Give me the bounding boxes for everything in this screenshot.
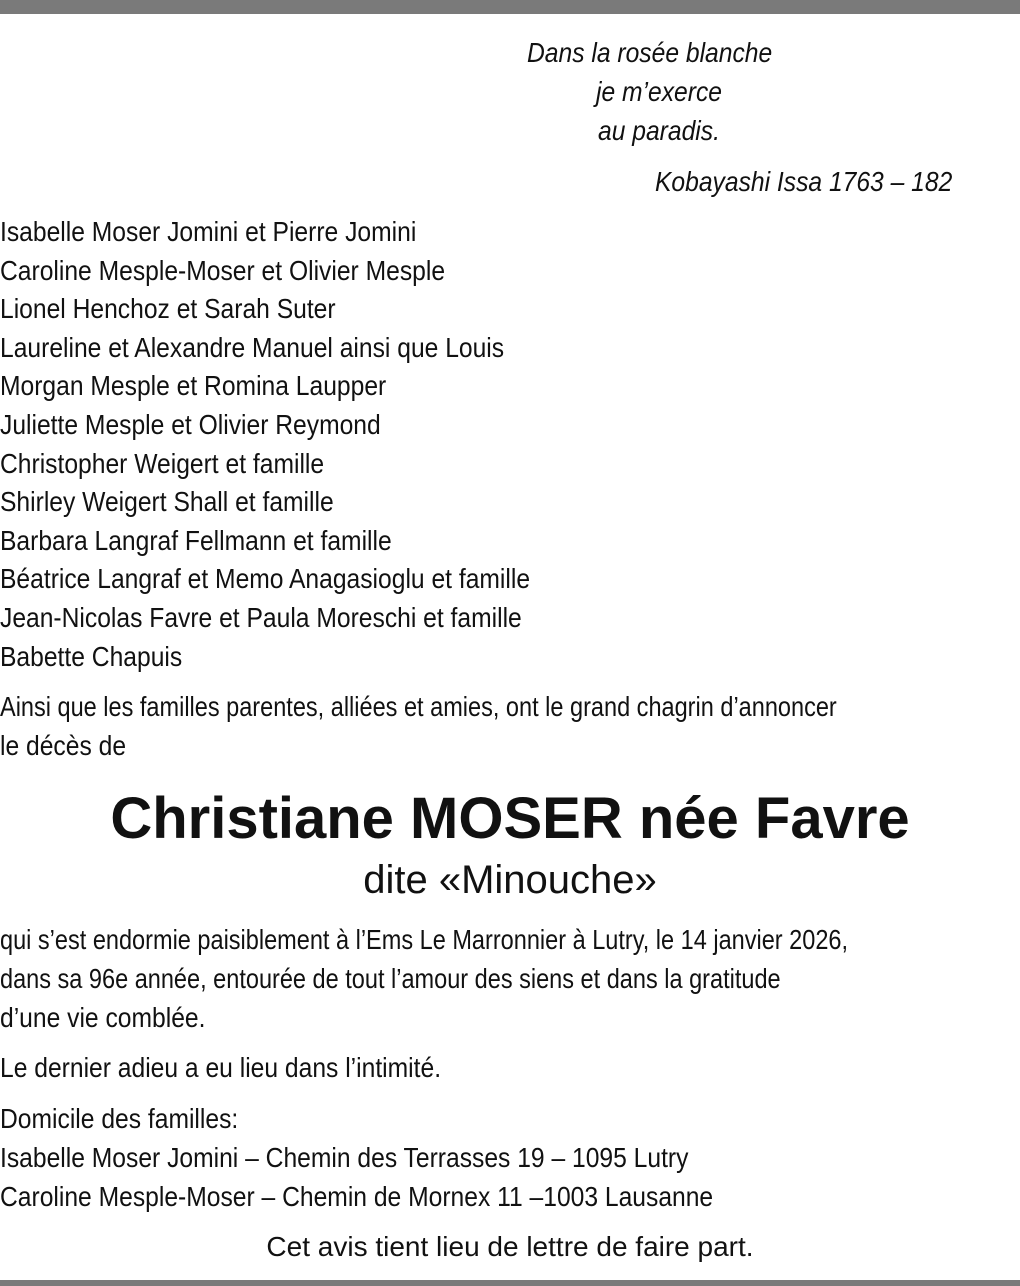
deceased-nickname: dite «Minouche» xyxy=(363,858,657,902)
deceased-name: Christiane MOSER née Favre xyxy=(110,786,910,851)
list-item: Caroline Mesple-Moser et Olivier Mesple xyxy=(0,255,446,286)
announcement-line: Ainsi que les familles parentes, alliées et amies, ont le grand chagrin d’annoncer xyxy=(0,691,837,722)
domicile-address: Caroline Mesple-Moser – Chemin de Mornex 11 –1003 Lausanne xyxy=(0,1181,714,1212)
details-line: qui s’est endormie paisiblement à l’Ems Le Marronnier à Lutry, le 14 janvier 2026, xyxy=(0,924,849,955)
domicile-address: Isabelle Moser Jomini – Chemin des Terrasses 19 – 1095 Lutry xyxy=(0,1142,689,1173)
epigraph-line: je m’exerce xyxy=(596,76,722,107)
list-item: Lionel Henchoz et Sarah Suter xyxy=(0,293,336,324)
farewell-text: Le dernier adieu a eu lieu dans l’intimité. xyxy=(0,1052,442,1083)
details-line: d’une vie comblée. xyxy=(0,1002,206,1033)
list-item: Juliette Mesple et Olivier Reymond xyxy=(0,409,381,440)
list-item: Shirley Weigert Shall et famille xyxy=(0,486,334,517)
list-item: Laureline et Alexandre Manuel ainsi que Louis xyxy=(0,332,505,363)
epigraph-author: Kobayashi Issa 1763 – 182 xyxy=(655,166,953,197)
list-item: Jean-Nicolas Favre et Paula Moreschi et famille xyxy=(0,602,522,633)
list-item: Barbara Langraf Fellmann et famille xyxy=(0,525,392,556)
domicile-heading: Domicile des familles: xyxy=(0,1103,239,1134)
announcement-line: le décès de xyxy=(0,730,127,761)
list-item: Morgan Mesple et Romina Laupper xyxy=(0,370,387,401)
epigraph-line: Dans la rosée blanche xyxy=(527,37,773,68)
details-line: dans sa 96e année, entourée de tout l’amour des siens et dans la gratitude xyxy=(0,963,781,994)
top-border-bar xyxy=(0,0,1020,14)
closing-note: Cet avis tient lieu de lettre de faire part. xyxy=(266,1231,754,1262)
list-item: Christopher Weigert et famille xyxy=(0,448,325,479)
list-item: Babette Chapuis xyxy=(0,641,183,672)
list-item: Isabelle Moser Jomini et Pierre Jomini xyxy=(0,216,417,247)
epigraph-line: au paradis. xyxy=(598,115,720,146)
list-item: Béatrice Langraf et Memo Anagasioglu et famille xyxy=(0,563,531,594)
bottom-border-bar xyxy=(0,1280,1020,1286)
